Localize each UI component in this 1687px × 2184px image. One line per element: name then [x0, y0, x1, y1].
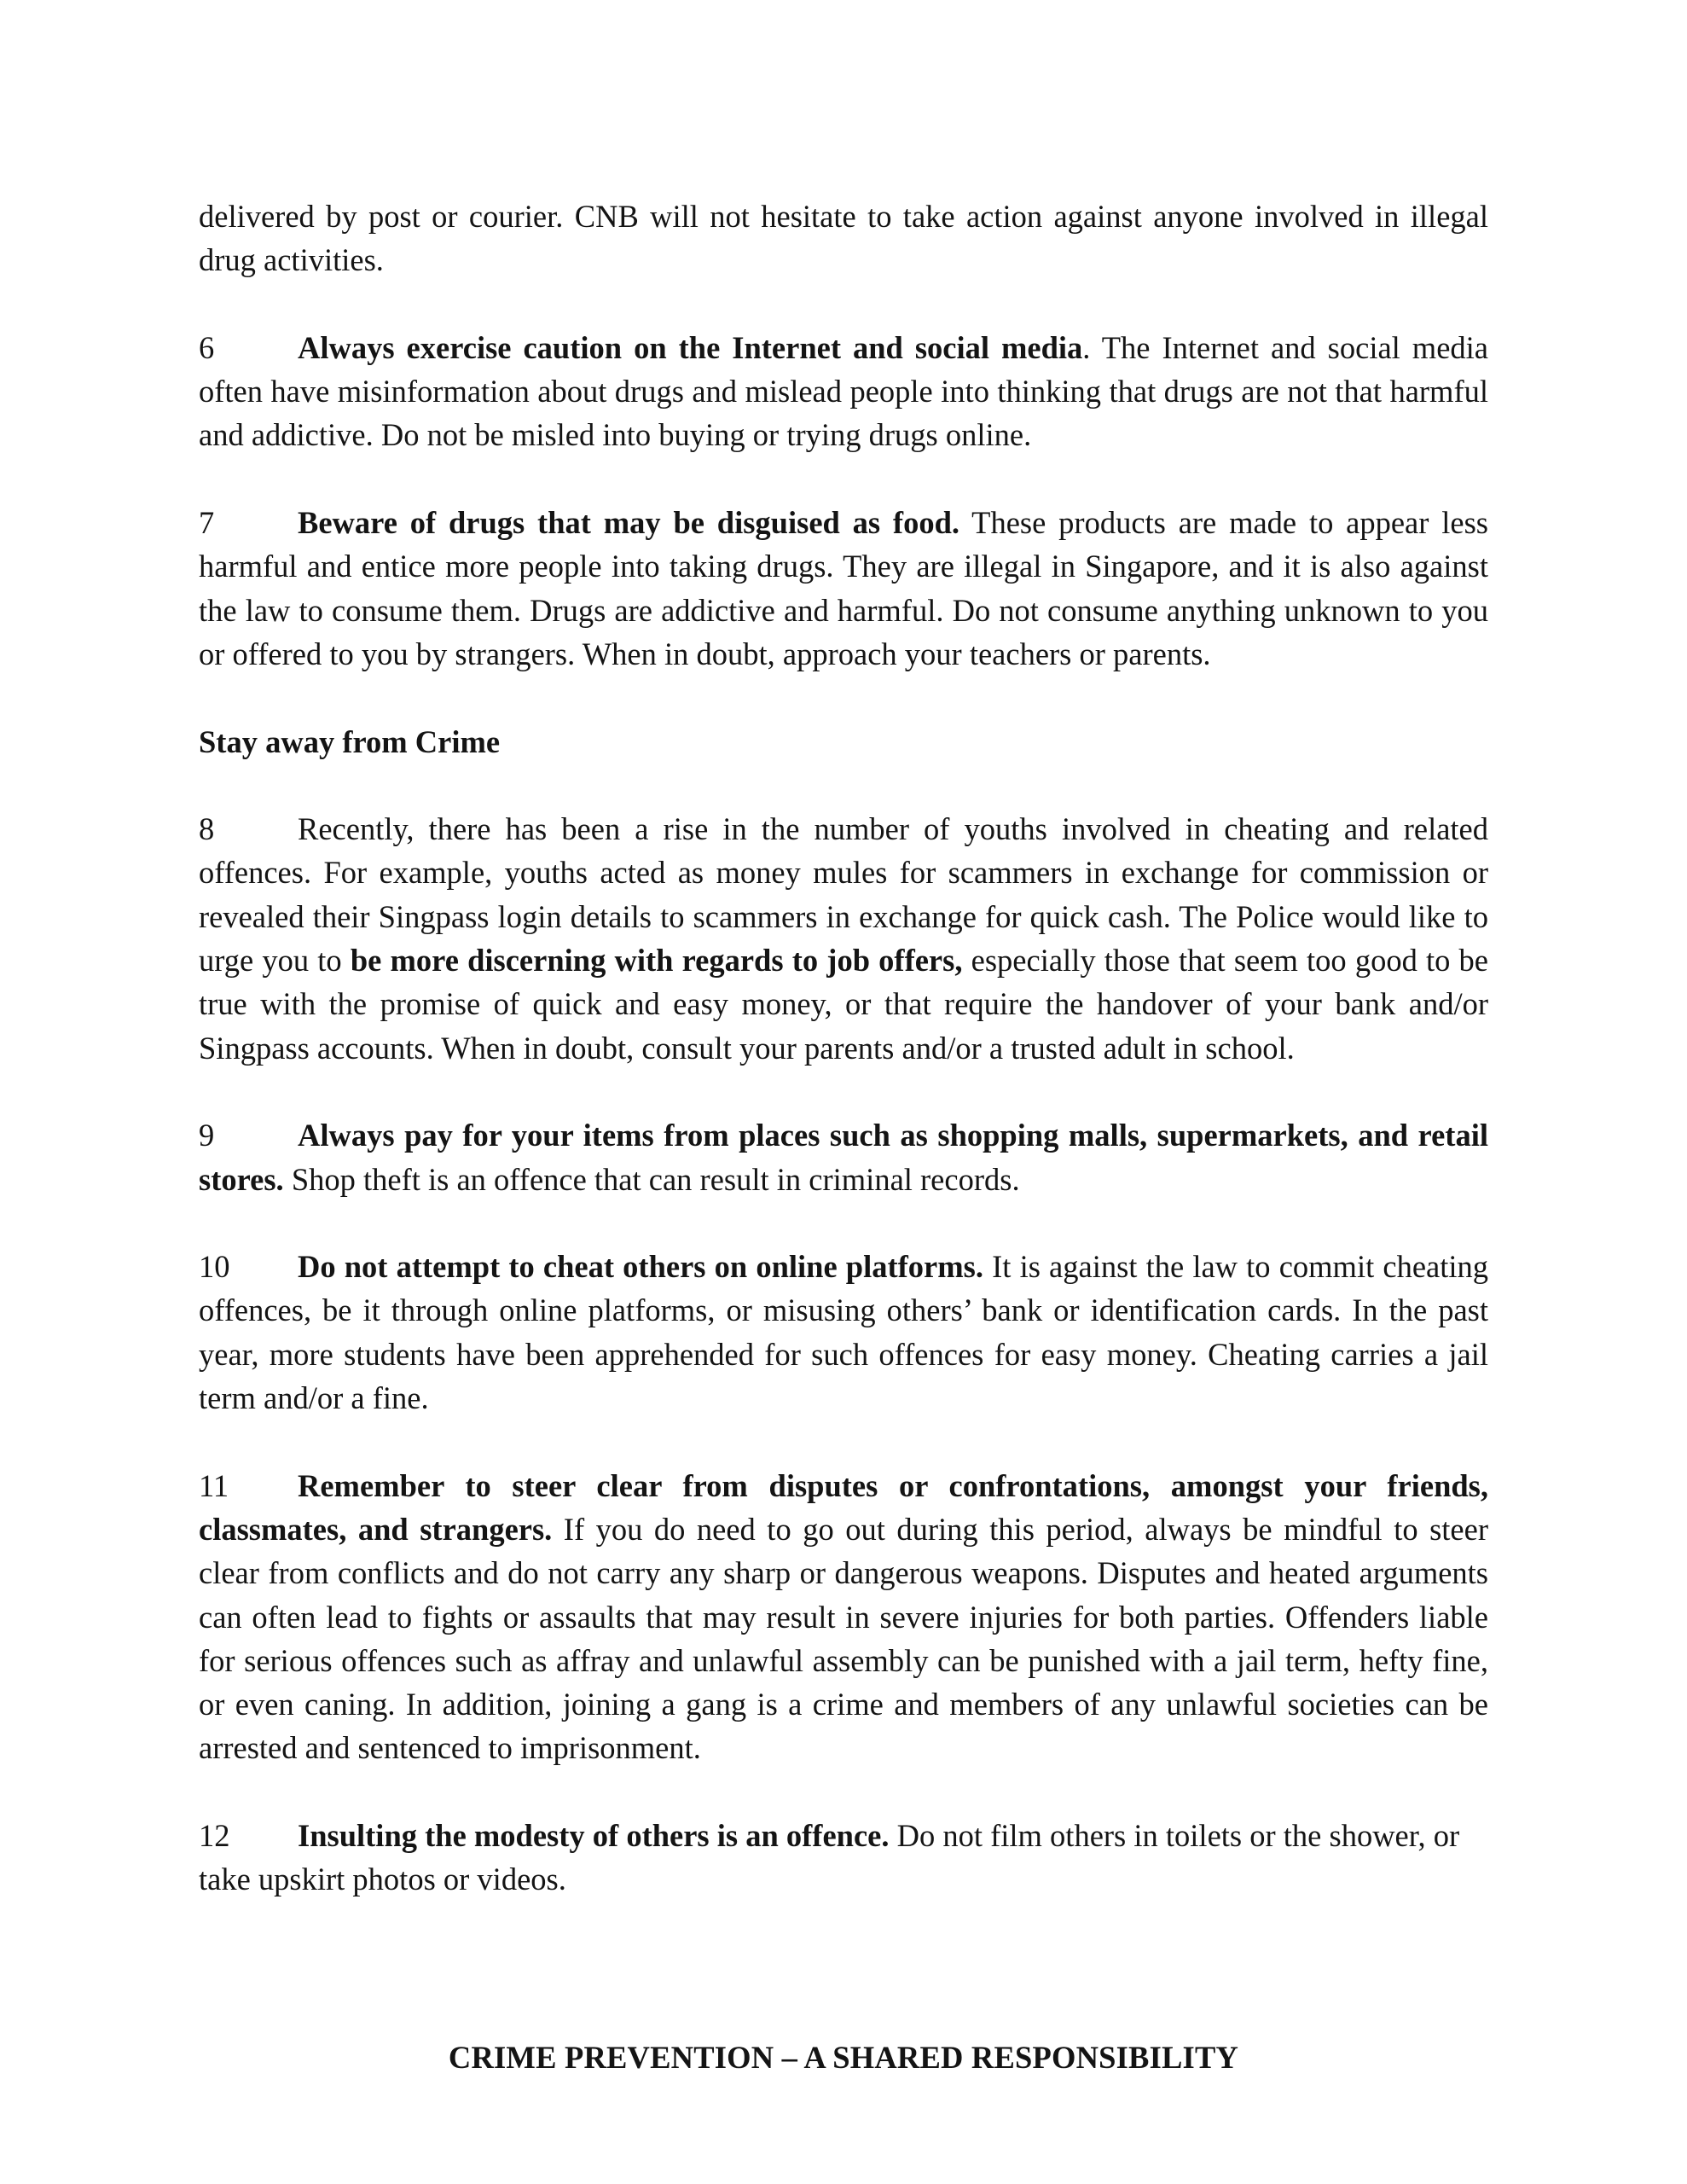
paragraph-number: 10	[199, 1249, 230, 1285]
paragraph-text: delivered by post or courier. CNB will not hesitate to take action against anyone involved in illegal drug activities.	[199, 199, 1488, 278]
paragraph-text: Recently, there has been a rise in the number of youths involved in cheating and related offences. For example, youths acted as money mules for scammers in exchange for commission or revealed their Singpass login details to scammers in exchange for quick cash. The Police would like to urge you to	[199, 811, 1488, 979]
page-footer: CRIME PREVENTION – A SHARED RESPONSIBILITY	[448, 2040, 1239, 2075]
paragraph-10	[199, 1245, 1488, 1420]
paragraph-text: Do not film others in toilets or the shower, or take upskirt photos or videos.	[199, 1817, 1460, 1897]
paragraph-12	[199, 1814, 1488, 1902]
paragraph-number: 12	[199, 1817, 230, 1853]
paragraph-number: 11	[199, 1467, 229, 1503]
paragraph-11	[199, 1464, 1488, 1770]
document-body	[199, 195, 1488, 1945]
section-heading: Stay away from Crime	[199, 723, 501, 759]
paragraph-text: It is against the law to commit cheating offences, be it through online platforms, or misusing others’ bank or identification cards. In the past year, more students have been apprehended for such offences for easy money. Cheating carries a jail term and/or a fine.	[199, 1249, 1488, 1416]
paragraph-text: especially those that seem too good to be true with the promise of quick and easy money, or that require the handover of your bank and/or Singpass accounts. When in doubt, consult your parents and/or a trusted adult in school.	[199, 943, 1489, 1066]
paragraph-text: Shop theft is an offence that can result in criminal records.	[283, 1161, 1020, 1197]
paragraph-9	[199, 1113, 1488, 1201]
paragraph-text: These products are made to appear less harmful and entice more people into taking drugs. They are illegal in Singapore, and it is also against the law to consume them. Drugs are addictive and harmful. Do not consume anything unknown to you or offered to you by strangers. When in doubt, approach your teachers or parents.	[199, 505, 1488, 671]
paragraph-continued	[199, 195, 1488, 282]
paragraph-number: 6	[199, 329, 215, 365]
paragraph-bold-lead: Insulting the modesty of others is an offence.	[298, 1817, 890, 1853]
paragraph-bold-lead: Do not attempt to cheat others on online platforms.	[298, 1249, 983, 1285]
paragraph-7	[199, 501, 1488, 676]
paragraph-number: 9	[199, 1118, 215, 1153]
paragraph-text: . The Internet and social media often have misinformation about drugs and mislead people into thinking that drugs are not that harmful and addictive. Do not be misled into buying or trying drugs online.	[199, 329, 1488, 453]
paragraph-bold-lead: Always exercise caution on the Internet and social media	[298, 329, 1083, 365]
paragraph-number: 8	[199, 811, 215, 847]
paragraph-bold-emphasis: be more discerning with regards to job offers,	[350, 943, 963, 979]
paragraph-bold-lead: Beware of drugs that may be disguised as food.	[298, 505, 960, 541]
paragraph-8	[199, 807, 1488, 1070]
paragraph-6	[199, 326, 1488, 457]
paragraph-text: If you do need to go out during this period, always be mindful to steer clear from conflicts and do not carry any sharp or dangerous weapons. Disputes and heated arguments can often lead to fights or assaults that may result in severe injuries for both parties. Offenders liable for serious offences such as affray and unlawful assembly can be punished with a jail term, hefty fine, or even caning. In addition, joining a gang is a crime and members of any unlawful societies can be arrested and sentenced to imprisonment.	[199, 1511, 1488, 1766]
paragraph-bold-lead: Always pay for your items from places such as shopping malls, supermarkets, and retail stores.	[199, 1118, 1488, 1197]
paragraph-number: 7	[199, 505, 215, 541]
paragraph-bold-lead: Remember to steer clear from disputes or confrontations, amongst your friends, classmates, and strangers.	[199, 1467, 1488, 1547]
